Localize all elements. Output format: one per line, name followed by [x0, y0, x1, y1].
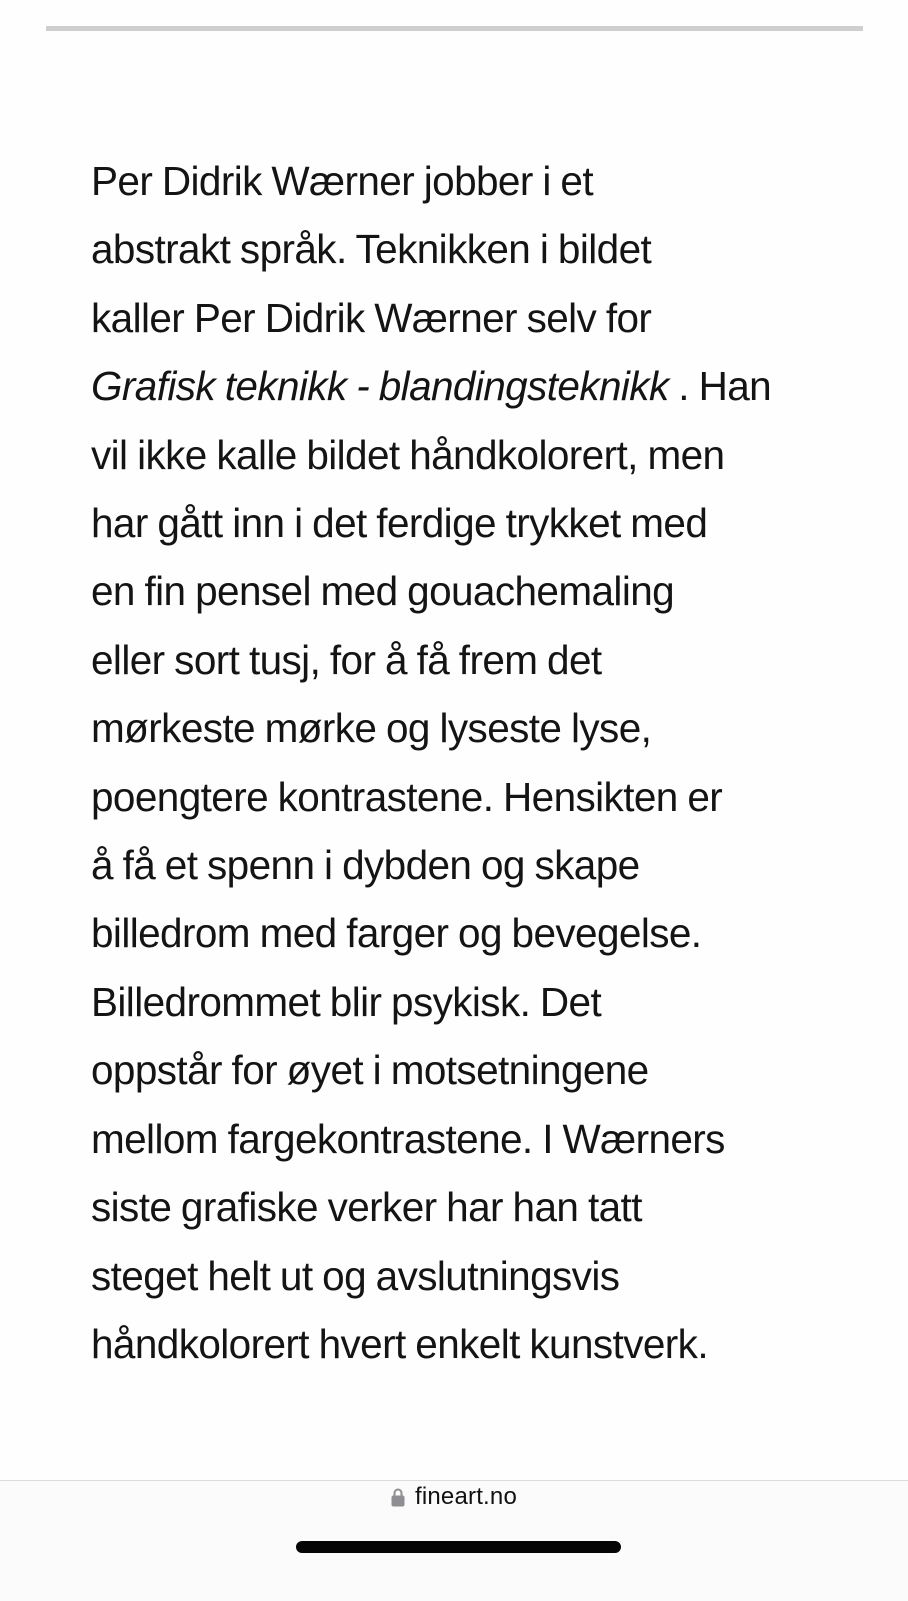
article-body: [91, 147, 831, 1378]
text-line: vil ikke kalle bildet håndkolorert, men: [91, 431, 725, 478]
text-line: oppstår for øyet i motsetningene: [91, 1047, 649, 1094]
text-line: en fin pensel med gouachemaling: [91, 568, 675, 615]
text-line: steget helt ut og avslutningsvis: [91, 1252, 620, 1299]
text-line: eller sort tusj, for å få frem det: [91, 636, 602, 683]
top-divider: [46, 26, 863, 31]
text-line: kaller Per Didrik Wærner selv for: [91, 294, 652, 341]
text-line: [91, 352, 831, 420]
text-line: billedrom med farger og bevegelse.: [91, 910, 702, 957]
address-bar[interactable]: [0, 1482, 908, 1512]
article-paragraph: [91, 147, 831, 1378]
text-line: Billedrommet blir psykisk. Det: [91, 978, 602, 1025]
text-line: mørkeste mørke og lyseste lyse,: [91, 705, 652, 752]
text-line: å få et spenn i dybden og skape: [91, 842, 640, 889]
text-line: poengtere kontrastene. Hensikten er: [91, 773, 723, 820]
text-line: siste grafiske verker har han tatt: [91, 1184, 642, 1231]
text-line: håndkolorert hvert enkelt kunstverk.: [91, 1320, 708, 1367]
url-text[interactable]: fineart.no: [414, 1483, 518, 1510]
text-fragment: . Han: [668, 363, 772, 410]
text-line: abstrakt språk. Teknikken i bildet: [91, 226, 652, 273]
technique-name: Grafisk teknikk - blandingsteknikk: [91, 363, 669, 410]
home-indicator[interactable]: [296, 1541, 621, 1553]
text-line: mellom fargekontrastene. I Wærners: [91, 1115, 725, 1162]
text-line: har gått inn i det ferdige trykket med: [91, 500, 708, 547]
lock-icon: [391, 1487, 405, 1507]
text-line: Per Didrik Wærner jobber i et: [91, 158, 594, 204]
